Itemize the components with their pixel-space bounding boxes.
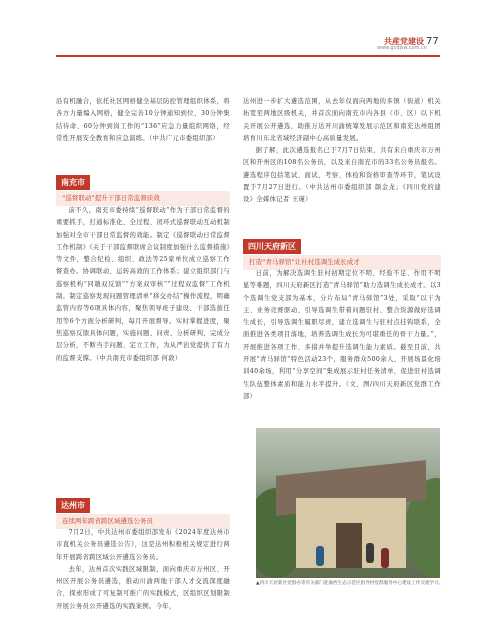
photo-person	[366, 543, 374, 563]
header-divider	[56, 55, 440, 57]
col1-paragraph-1: 沿有机融合，依托社区网格健全基层防控管理组织体系，将各方力量编入网格，健全完善10分钟通知到位、30分钟集结待命、60分钟到岗工作的“136”应急力量组织网络，经常性开展安全教育和应急演练。（中共广元市委组织部）	[56, 98, 230, 142]
section-nanchong	[56, 170, 230, 206]
section-tianfu-city: 四川天府新区	[243, 239, 301, 254]
magazine-logo: 共産党建设	[384, 36, 424, 46]
section-tianfu	[243, 234, 441, 270]
col1-paragraph-3: 7月2日，中共达州市委组织部发布《2024年度达州市市直机关公务员遴选公告》，这是达州积极相关规定进行两年开展跨省跨区域公开遴选公务员。	[56, 529, 230, 561]
col2-paragraph-3: 日前，为解决选调生驻村初期定位不明、经验不足、作用不明显等难题，四川天府新区打造“青马驿馆”助力选调生成长成才。以3个选调生党支部为基本，分片布局“青马驿馆”3处，采取“以干为主、业务竞赛驱动、引导选调生带着问题驻村、整合资源做好选调生成长，引导选调生履职尽责，建立选调生与驻村点挂钩联系，全面推进各类项目落地，培养选调生成长为可堪重任的骨干力量。”，开展推进各项工作、多措并举提升选调生能力素质。截至目前，共开展“青马驿馆”特色活动23个，服务群众500余人，开展场景化培训40余场，利用“分享空间”集成展示驻村任务清单，促进驻村选调生队伍整体素质和能力水平提升。（文、图/四川天府新区党群工作部）	[243, 270, 441, 400]
section-dazhou-city: 达州市	[56, 498, 90, 513]
col2-paragraph-1: 达州进一步扩大遴选范围，从去年仅面向两地的多镇（街道）机关拓宽至两地区级机关，并首次面向南充市内各县（市、区）以下机关开展公开遴选，助推万达开川渝统筹发展示范区和南充达州组团培育川东北省域经济副中心高质量发展。	[243, 98, 441, 142]
photo-person	[381, 548, 389, 568]
photo-person	[316, 546, 324, 566]
section-dazhou-title: 连续两年跨省跨区域遴选公务员	[56, 514, 230, 529]
col1-nanchong-body	[56, 205, 230, 481]
col1-paragraph-2: 前不久，南充市委持续“巡督联动”作为干部日常监督的重要抓手，打通标准化、全过程、闭环式巡督联动互动机制加强对全市干部日常监督的效能。制定《巡督联动日常监督工作机制》《关于干部监督联席会议制度加强什么监督措施》等文件，整合纪检、组织、政法等25家单位成立巡察工作督查办。协调联动、运转高效的工作体系；建立组织部门与巡察机构“同趟双反馈”“方案双审核”“过程双监督”工作机制。制定巡察发现问题管理清单“移交办结”操作流程，明确监管内容等6项具体内容，聚焦领导班子建设、干部选拔任用等6个方面分析研判，每月开展督导。实时掌握进度，聚焦巡察反馈具体问题，实施问题、问责、分析研判、完成分层分析，不断当手问题、定立工作，为从严治党提供了有力的监督支撑。（中共南充市委组织部 何敦）	[56, 207, 230, 362]
col2-tianfu-body	[243, 268, 441, 424]
page-number: 77	[426, 36, 439, 47]
col2-paragraph-2: 据了解，此次遴选报名已于7月7日结束，共有来自重庆市万州区和开州区的108名公务员，以及来自南充市的33名公务员报名。遴选程序包括笔试、面试、考察、体检和资格审查等环节，笔试设置于7月27日进行。（中共达州市委组织部 颜金龙；《四川党的建设》全媒体记者 王瑾）	[243, 147, 441, 204]
photo-caption: ▲四川天府新区党群办等有关部门赴渝西生态示范区指导村党群服务中心建设工作交流学习。	[256, 581, 444, 586]
col1-paragraph-4: 去年，达州首次实践区域限制，面向重庆市万州区、开州区开展公务员遴选，推动川渝两地干部人才交流深度融合，探索形成了可复制可推广的实践模式，区组织区划限制开展公务员公开遴选的实践案例。今年，	[56, 565, 230, 610]
section-dazhou	[56, 493, 230, 529]
photo-door	[336, 523, 362, 568]
village-station-photo	[256, 428, 440, 578]
magazine-url: www.gcdjsw.com.cn	[377, 45, 427, 51]
section-nanchong-city: 南充市	[56, 175, 90, 190]
col1-intro	[56, 96, 230, 152]
section-tianfu-title: 打造“青马驿馆”让社村选调生成长成才	[243, 255, 441, 270]
col1-dazhou-body	[56, 527, 230, 637]
section-nanchong-title: “巡督联动”提升干部日常监督质效	[56, 191, 230, 206]
